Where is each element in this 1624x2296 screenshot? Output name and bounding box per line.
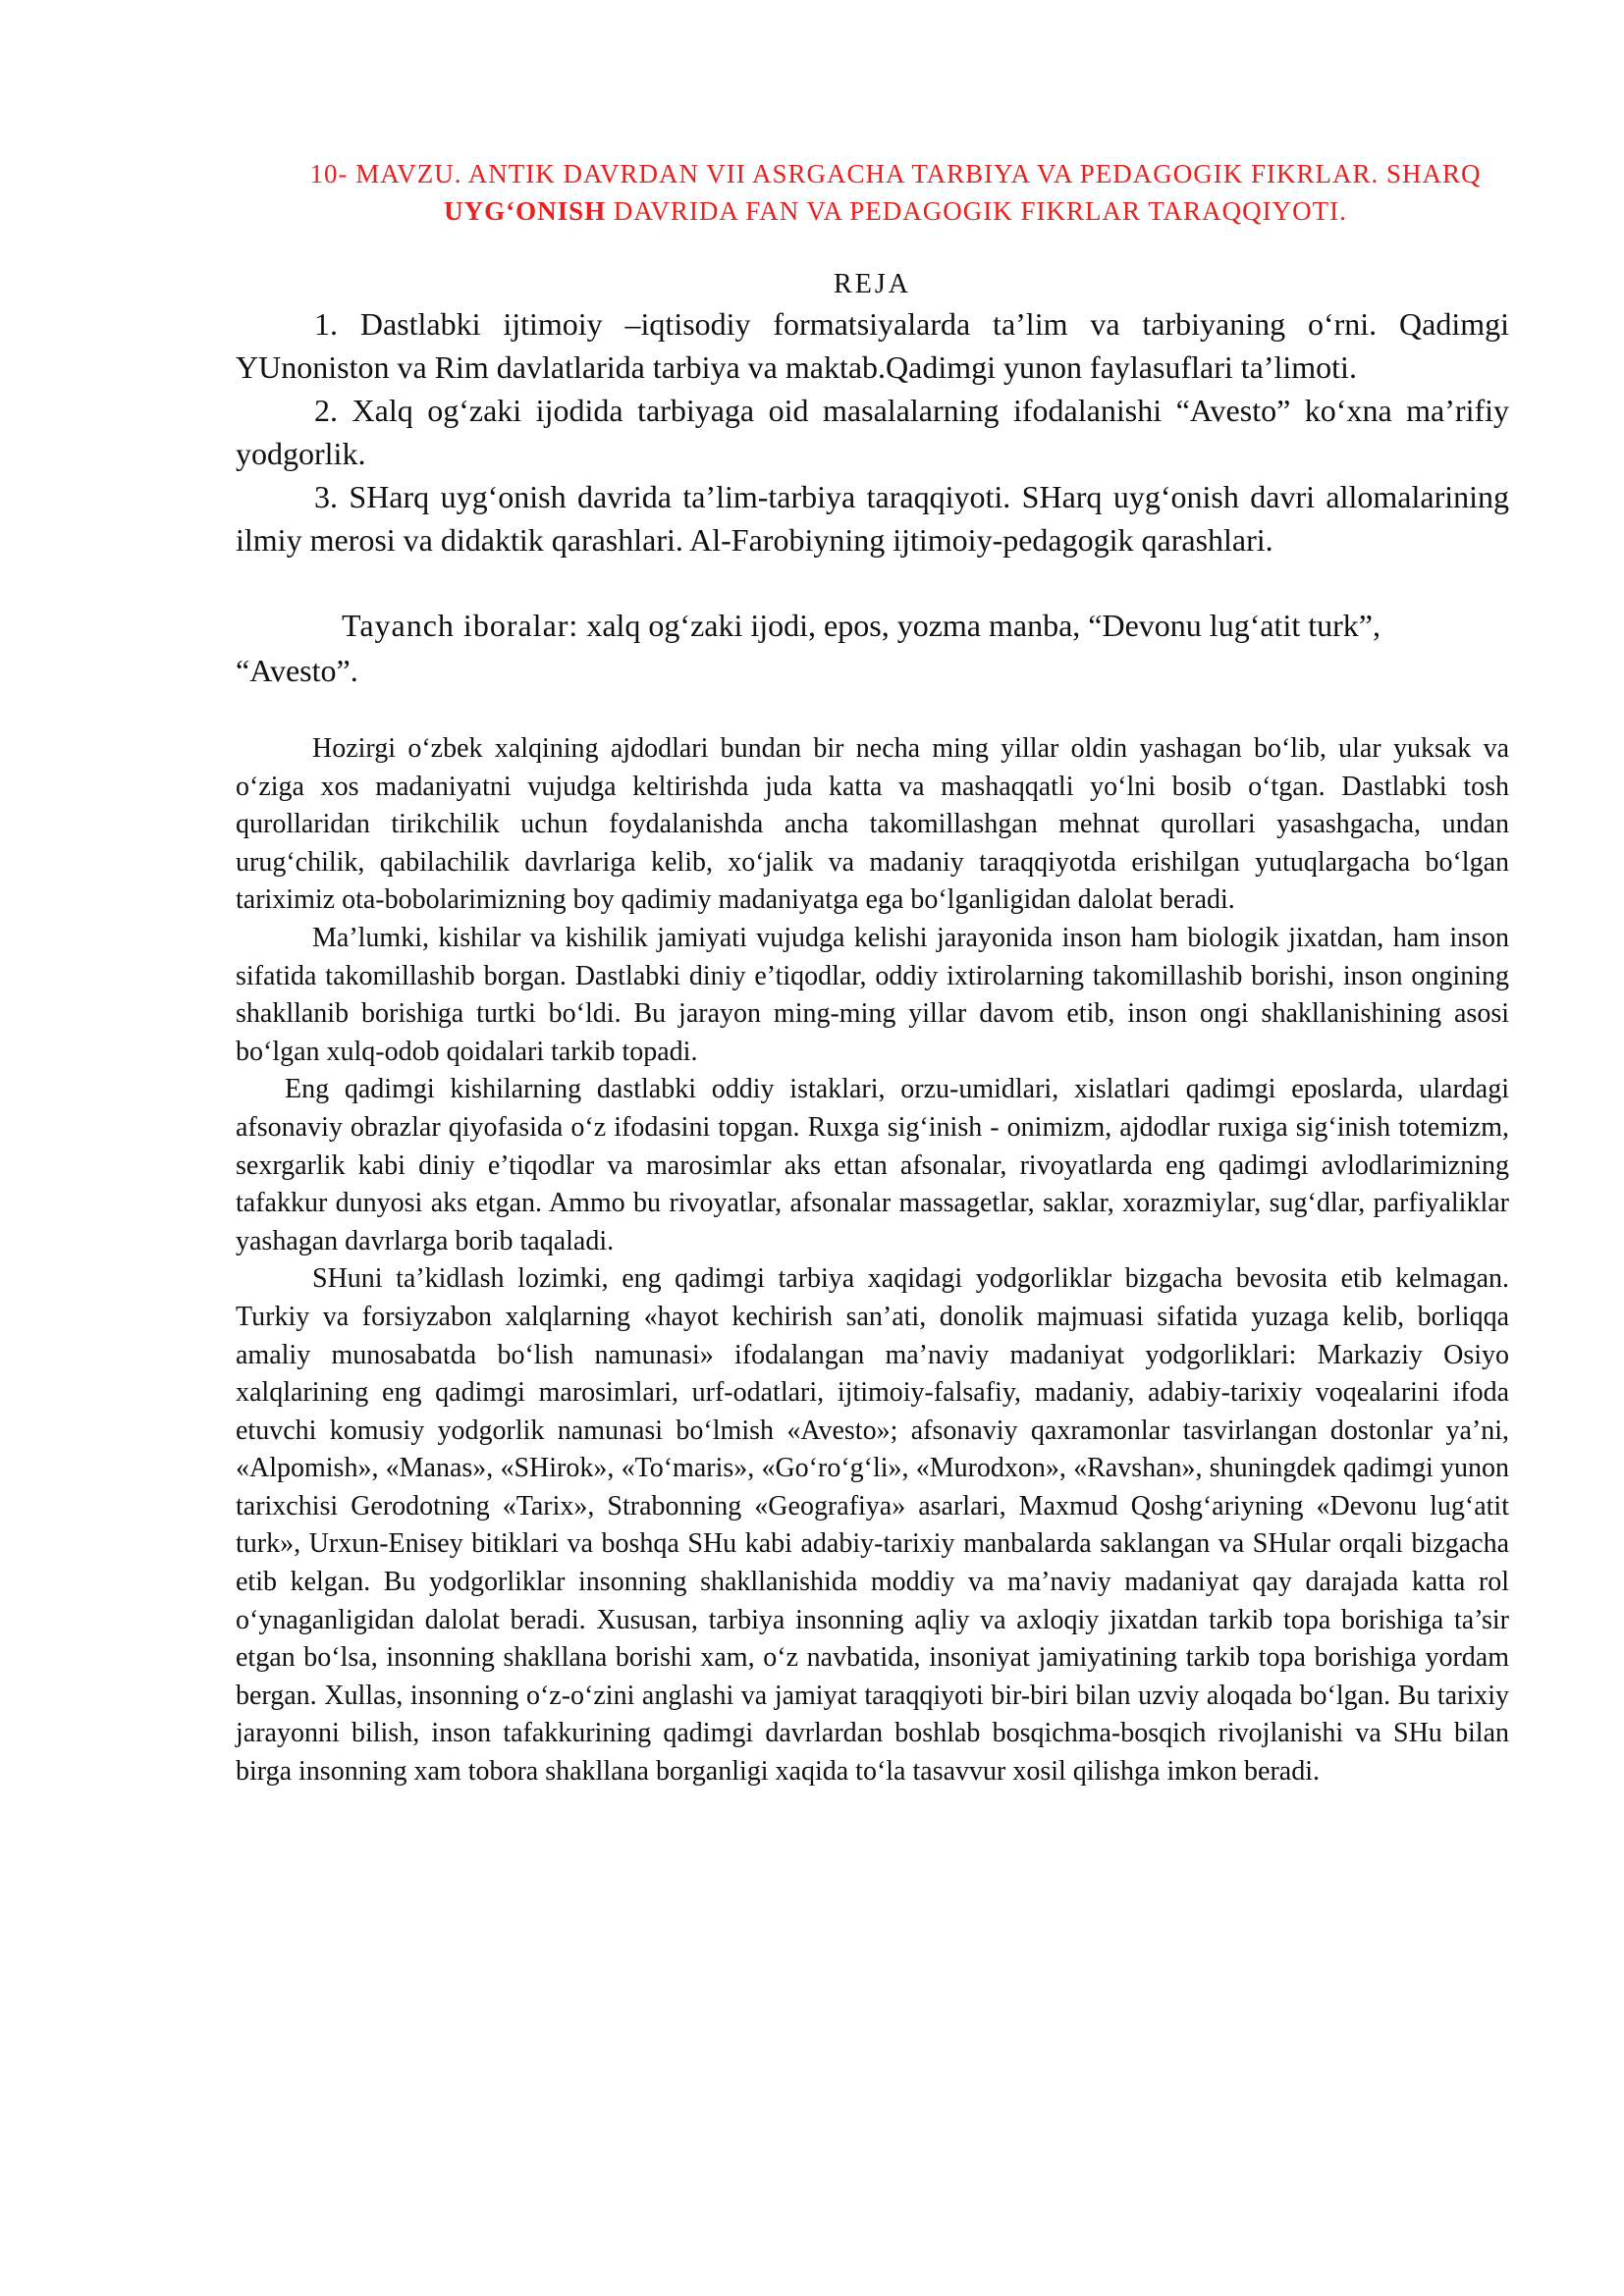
keywords-block — [236, 603, 1509, 693]
paragraph-2: Ma’lumki, kishilar va kishilik jamiyati vujudga kelishi jarayonida inson ham biologik jixatdan, ham inson sifatida takomillashib borgan. Dastlabki diniy e’tiqodlar, oddiy ixtirolarning takomillashib borishi, inson ongining shakllanib borishiga turtki bo‘ldi. Bu jarayon ming-ming yillar davom etib, inson ongi shakllanishining asosi bo‘lgan xulq-odob qoidalari tarkib topadi. — [236, 922, 1509, 1067]
body-text — [236, 730, 1509, 1791]
plan-item-1: 1. Dastlabki ijtimoiy –iqtisodiy formatsiyalarda ta’lim va tarbiyaning o‘rni. Qadimgi YUnoniston va Rim davlatlarida tarbiya va maktab.Qadimgi yunon faylasuflari ta’limoti. — [236, 306, 1509, 385]
plan-list — [236, 302, 1509, 561]
plan-heading: REJA — [834, 269, 911, 299]
title-part-2: DAVRIDA FAN VA PEDAGOGIK FIKRLAR TARAQQIYOTI. — [606, 196, 1347, 226]
paragraph-4: SHuni ta’kidlash lozimki, eng qadimgi tarbiya xaqidagi yodgorliklar bizgacha bevosita etib kelmagan. Turkiy va forsiyzabon xalqlarning «hayot kechirish san’ati, donolik majmuasi sifatida yuzaga kelib, borliqqa amaliy munosabatda bo‘lish namunasi» ifodalangan ma’naviy madaniyat yodgorliklari: Markaziy Osiyo xalqlarining eng qadimgi marosimlari, urf-odatlari, ijtimoiy-falsafiy, madaniy, adabiy-tarixiy voqealarini ifoda etuvchi komusiy yodgorlik namunasi bo‘lmish «Avesto»; afsonaviy qaxramonlar tasvirlangan dostonlar ya’ni, «Alpomish», «Manas», «SHirok», «To‘maris», «Go‘ro‘g‘li», «Murodxon», «Ravshan», shuningdek qadimgi yunon tarixchisi Gerodotning «Tarix», Strabonning «Geografiya» asarlari, Maxmud Qoshg‘ariyning «Devonu lug‘atit turk», Urxun-Enisey bitiklari va boshqa SHu kabi adabiy-tarixiy manbalarda saklangan va SHular orqali bizgacha etib kelgan. Bu yodgorliklar insonning shakllanishida moddiy va ma’naviy madaniyat qay darajada katta rol o‘ynaganligidan dalolat beradi. Xususan, tarbiya insonning aqliy va axloqiy jixatdan tarkib topa borishiga ta’sir etgan bo‘lsa, insonning shakllana borishi xam, o‘z navbatida, insoniyat jamiyatining tarkib topa borishiga yordam bergan. Xullas, insonning o‘z-o‘zini anglashi va jamiyat taraqqiyoti bir-biri bilan uzviy aloqada bo‘lgan. Bu tarixiy jarayonni bilish, inson tafakkurining qadimgi davrlardan boshlab bosqichma-bosqich rivojlanishi va SHu bilan birga insonning xam tobora shakllana borganligi xaqida to‘la tasavvur xosil qilishga imkon beradi. — [236, 1263, 1509, 1788]
page-title — [290, 155, 1501, 230]
title-bold-word: UYG‘ONISH — [444, 196, 607, 226]
plan-item-3: 3. SHarq uyg‘onish davrida ta’lim-tarbiya taraqqiyoti. SHarq uyg‘onish davri allomalarining ilmiy merosi va didaktik qarashlari. Al-Farobiyning ijtimoiy-pedagogik qarashlari. — [236, 479, 1509, 558]
keywords-text: xalq og‘zaki ijodi, epos, yozma manba, “Devonu lug‘atit turk”, “Avesto”. — [236, 608, 1380, 688]
title-part-1: 10- MAVZU. ANTIK DAVRDAN VII ASRGACHA TARBIYA VA PEDAGOGIK FIKRLAR. SHARQ — [309, 159, 1482, 188]
paragraph-1: Hozirgi o‘zbek xalqining ajdodlari bundan bir necha ming yillar oldin yashagan bo‘lib, ular yuksak va o‘ziga xos madaniyatni vujudga keltirishda juda katta va mashaqqatli yo‘lni bosib o‘tgan. Dastlabki tosh qurollaridan tirikchilik uchun foydalanishda ancha takomillashgan mehnat qurollari yasashgacha, undan urug‘chilik, qabilachilik davrlariga kelib, xo‘jalik va madaniy taraqqiyotda erishilgan yutuqlargacha bo‘lgan tariximiz ota-bobolarimizning boy qadimiy madaniyatga ega bo‘lganligidan dalolat beradi. — [236, 733, 1509, 916]
plan-item-2: 2. Xalq og‘zaki ijodida tarbiyaga oid masalalarning ifodalanishi “Avesto” ko‘xna ma’rifiy yodgorlik. — [236, 393, 1509, 471]
keywords-label: Tayanch iboralar: — [342, 608, 579, 643]
paragraph-3: Eng qadimgi kishilarning dastlabki oddiy istaklari, orzu-umidlari, xislatlari qadimgi eposlarda, ulardagi afsonaviy obrazlar qiyofasida o‘z ifodasini topgan. Ruxga sig‘inish - onimizm, ajdodlar ruxiga sig‘inish totemizm, sexrgarlik kabi diniy e’tiqodlar va marosimlar aks ettan afsonalar, rivoyatlarda eng qadimgi avlodlarimizning tafakkur dunyosi aks etgan. Ammo bu rivoyatlar, afsonalar massagetlar, saklar, xorazmiylar, sug‘dlar, parfiyaliklar yashagan davrlarga borib taqaladi. — [236, 1074, 1509, 1256]
